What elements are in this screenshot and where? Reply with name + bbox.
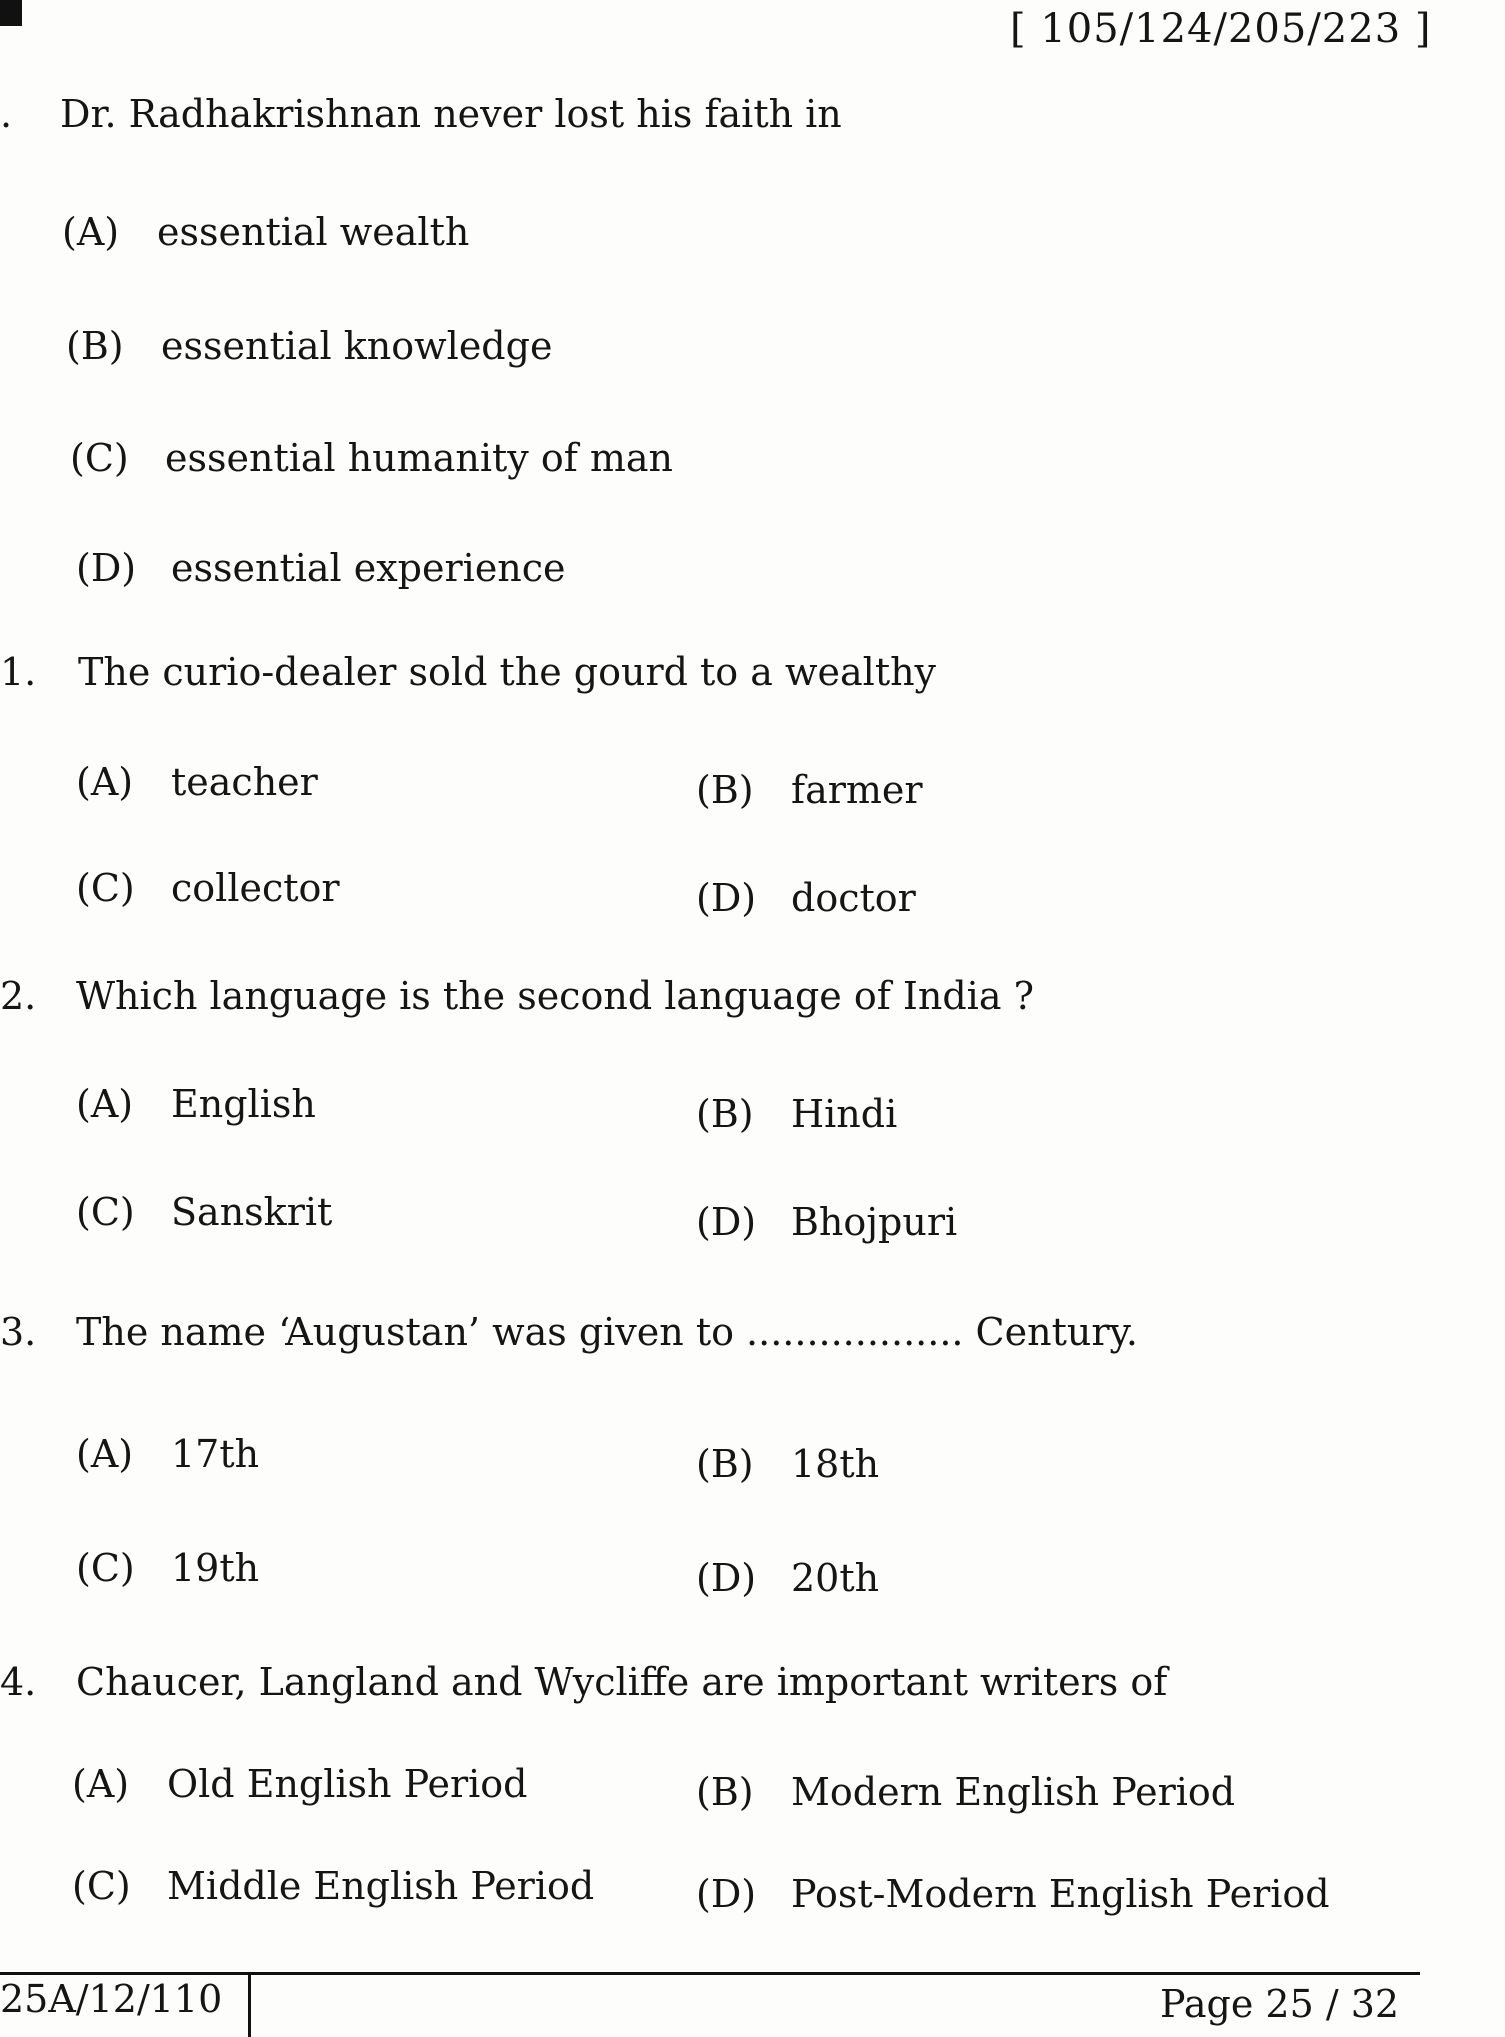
option-letter: (C) — [70, 436, 129, 480]
option-b — [696, 768, 923, 812]
option-d — [76, 546, 566, 590]
option-letter: (C) — [76, 866, 135, 910]
option-letter: (D) — [76, 546, 137, 590]
page-number: Page 25 / 32 — [1160, 1982, 1400, 2026]
option-a — [76, 760, 318, 804]
option-text: essential experience — [171, 546, 566, 590]
question-text: Dr. Radhakrishnan never lost his faith in — [60, 92, 842, 136]
option-a — [76, 1432, 259, 1476]
question-text: The name ‘Augustan’ was given to .................. Century. — [76, 1310, 1138, 1354]
option-letter: (B) — [696, 768, 754, 812]
option-text: teacher — [171, 760, 318, 804]
option-text: doctor — [791, 876, 916, 920]
option-text: 20th — [791, 1556, 880, 1600]
option-letter: (C) — [72, 1864, 131, 1908]
option-text: English — [171, 1082, 316, 1126]
option-b — [696, 1092, 897, 1136]
option-text: Sanskrit — [171, 1190, 333, 1234]
footer-rule — [250, 1972, 1420, 1975]
option-letter: (A) — [76, 760, 134, 804]
question-number: 1. — [0, 650, 37, 694]
option-a — [72, 1762, 527, 1806]
option-letter: (B) — [696, 1770, 754, 1814]
option-letter: (A) — [76, 1082, 134, 1126]
option-letter: (B) — [66, 324, 124, 368]
option-letter: (D) — [696, 876, 757, 920]
option-d — [696, 1872, 1330, 1916]
option-text: essential knowledge — [161, 324, 553, 368]
question-text: The curio-dealer sold the gourd to a wealthy — [78, 650, 937, 694]
option-text: Middle English Period — [167, 1864, 595, 1908]
option-text: Modern English Period — [791, 1770, 1236, 1814]
option-text: Hindi — [791, 1092, 898, 1136]
option-d — [696, 876, 916, 920]
option-b — [696, 1770, 1235, 1814]
option-a — [62, 210, 469, 254]
corner-mark — [0, 0, 22, 26]
option-d — [696, 1200, 957, 1244]
option-letter: (C) — [76, 1546, 135, 1590]
option-text: essential wealth — [157, 210, 470, 254]
option-c — [76, 1190, 332, 1234]
option-letter: (D) — [696, 1872, 757, 1916]
question-number: 2. — [0, 974, 37, 1018]
paper-code-header: [ 105/124/205/223 ] — [1010, 6, 1432, 52]
question-number: . — [0, 92, 13, 136]
option-text: essential humanity of man — [165, 436, 674, 480]
option-c — [70, 436, 673, 480]
option-letter: (B) — [696, 1092, 754, 1136]
option-text: farmer — [791, 768, 923, 812]
option-letter: (A) — [76, 1432, 134, 1476]
option-c — [76, 866, 340, 910]
option-b — [66, 324, 552, 368]
option-a — [76, 1082, 316, 1126]
option-text: Post-Modern English Period — [791, 1872, 1330, 1916]
question-number: 4. — [0, 1660, 37, 1704]
option-c — [72, 1864, 594, 1908]
option-letter: (B) — [696, 1442, 754, 1486]
question-text: Chaucer, Langland and Wycliffe are important writers of — [76, 1660, 1168, 1704]
option-letter: (D) — [696, 1556, 757, 1600]
option-text: Bhojpuri — [791, 1200, 958, 1244]
question-text: Which language is the second language of India ? — [76, 974, 1034, 1018]
option-d — [696, 1556, 879, 1600]
option-text: 18th — [791, 1442, 880, 1486]
footer-code: 25A/12/110 — [0, 1972, 251, 2037]
option-b — [696, 1442, 879, 1486]
option-text: collector — [171, 866, 340, 910]
option-letter: (A) — [72, 1762, 130, 1806]
option-letter: (C) — [76, 1190, 135, 1234]
option-letter: (D) — [696, 1200, 757, 1244]
option-c — [76, 1546, 259, 1590]
option-text: 17th — [171, 1432, 260, 1476]
option-letter: (A) — [62, 210, 120, 254]
option-text: Old English Period — [167, 1762, 528, 1806]
question-number: 3. — [0, 1310, 37, 1354]
option-text: 19th — [171, 1546, 260, 1590]
